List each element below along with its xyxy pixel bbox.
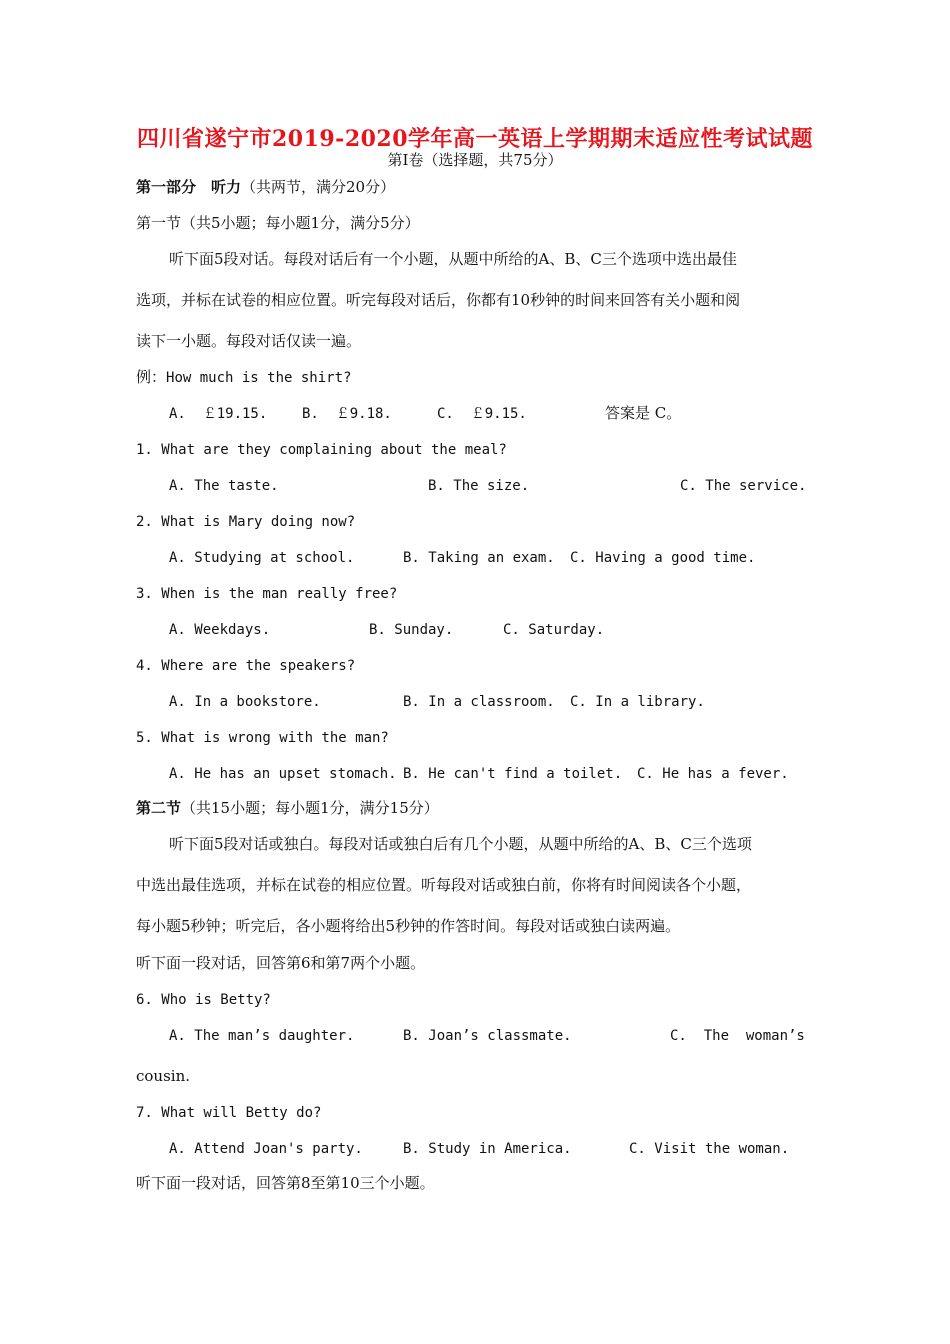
part1-heading-bold: 第一部分 听力: [136, 178, 242, 196]
question-5: 5. What is wrong with the man?: [136, 730, 389, 746]
part1-heading-rest: （共两节，满分20分）: [241, 178, 396, 196]
document-subtitle: 第Ⅰ卷（选择题，共75分）: [387, 151, 563, 169]
question-5-option-c: C. He has a fever.: [637, 766, 789, 782]
question-6: 6. Who is Betty?: [136, 992, 271, 1008]
section2-heading-bold: 第二节: [136, 799, 182, 817]
question-7-option-c: C. Visit the woman.: [629, 1141, 790, 1157]
example-question: [136, 367, 351, 388]
question-3-option-b: B. Sunday.: [369, 622, 454, 638]
section1-intro-line: 听下面5段对话。每段对话后有一个小题，从题中所给的A、B、C三个选项中选出最佳: [169, 250, 737, 268]
section2-intro-line: 听下面5段对话或独白。每段对话或独白后有几个小题，从题中所给的A、B、C三个选项: [169, 835, 752, 853]
document-title: 四川省遂宁市2019-2020学年高一英语上学期期末适应性考试试题: [136, 126, 814, 152]
question-4-option-a: A. In a bookstore.: [169, 694, 321, 710]
question-3-option-c: C. Saturday.: [503, 622, 605, 638]
question-4-option-b: B. In a classroom.: [403, 694, 555, 710]
question-4-option-c: C. In a library.: [570, 694, 705, 710]
question-4: 4. Where are the speakers?: [136, 658, 356, 674]
section2-prompt-2: 听下面一段对话，回答第8至第10三个小题。: [136, 1174, 435, 1192]
question-3-option-a: A. Weekdays.: [169, 622, 271, 638]
section1-intro-line: 读下一小题。每段对话仅读一遍。: [136, 332, 362, 350]
question-1-option-a: A. The taste.: [169, 478, 279, 494]
example-option-b: B. ￡9.18.: [302, 406, 392, 422]
question-1-option-b: B. The size.: [428, 478, 530, 494]
question-7: 7. What will Betty do?: [136, 1105, 322, 1121]
question-5-option-b: B. He can't find a toilet.: [403, 766, 623, 782]
example-option-a: A. ￡19.15.: [169, 406, 268, 422]
question-1-option-c: C. The service.: [680, 478, 807, 494]
section2-intro-line: 中选出最佳选项，并标在试卷的相应位置。听每段对话或独白前，你将有时间阅读各个小题，: [136, 876, 752, 894]
question-2-option-a: A. Studying at school.: [169, 550, 355, 566]
question-3: 3. When is the man really free?: [136, 586, 398, 602]
question-6-option-c: C. The woman’s: [670, 1028, 805, 1044]
question-6-option-a: A. The man’s daughter.: [169, 1028, 355, 1044]
example-option-c: C. ￡9.15.: [437, 406, 527, 422]
section1-intro-line: 选项，并标在试卷的相应位置。听完每段对话后，你都有10秒钟的时间来回答有关小题和阅: [136, 291, 741, 309]
question-7-option-a: A. Attend Joan's party.: [169, 1141, 363, 1157]
question-6-option-b: B. Joan’s classmate.: [403, 1028, 572, 1044]
example-prefix: 例：: [136, 368, 167, 386]
question-1: 1. What are they complaining about the meal?: [136, 442, 507, 458]
question-2-option-b: B. Taking an exam.: [403, 550, 555, 566]
section1-heading: 第一节（共5小题；每小题1分，满分5分）: [136, 214, 420, 232]
section2-heading-rest: （共15小题；每小题1分，满分15分）: [181, 799, 439, 817]
example-question-text: How much is the shirt?: [166, 370, 352, 386]
example-answer: 答案是 C。: [605, 404, 682, 422]
section2-intro-line: 每小题5秒钟；听完后，各小题将给出5秒钟的作答时间。每段对话或独白读两遍。: [136, 917, 681, 935]
question-6-option-c-wrap: cousin.: [136, 1067, 191, 1085]
part1-heading: [136, 177, 395, 197]
question-7-option-b: B. Study in America.: [403, 1141, 572, 1157]
section2-prompt-1: 听下面一段对话，回答第6和第7两个小题。: [136, 954, 426, 972]
question-2: 2. What is Mary doing now?: [136, 514, 356, 530]
question-2-option-c: C. Having a good time.: [570, 550, 756, 566]
question-5-option-a: A. He has an upset stomach.: [169, 766, 397, 782]
section2-heading: [136, 798, 439, 818]
